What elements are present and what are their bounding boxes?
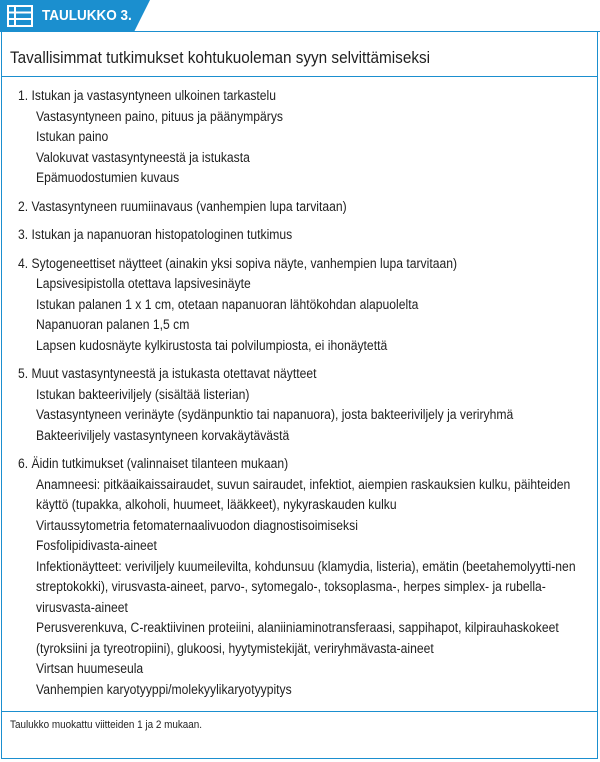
section-heading: 3. Istukan ja napanuoran histopatologinen tutkimus xyxy=(18,227,293,242)
section-heading: 1. Istukan ja vastasyntyneen ulkoinen tarkastelu xyxy=(18,88,277,103)
list-item: Bakteeriviljely vastasyntyneen korvakäytävästä xyxy=(36,427,290,443)
list-item: Istukan paino xyxy=(36,129,109,144)
section-heading: 6. Äidin tutkimukset (valinnaiset tilanteen mukaan) xyxy=(18,456,289,471)
list-item: Anamneesi: pitkäaikaissairaudet, suvun sairaudet, infektiot, aiempien raskauksien kulku, päihteiden käyttö (tupakka, alkoholi, huumeet, lääkkeet), nykyraskauden kulku xyxy=(36,476,571,512)
table-content xyxy=(18,86,576,708)
section-2 xyxy=(18,197,576,218)
table-title: Tavallisimmat tutkimukset kohtukuoleman syyn selvittämiseksi xyxy=(10,48,431,67)
table-icon xyxy=(7,5,33,27)
list-item: Valokuvat vastasyntyneestä ja istukasta xyxy=(36,149,250,165)
section-heading: 5. Muut vastasyntyneestä ja istukasta otettavat näytteet xyxy=(18,366,317,381)
section-heading: 2. Vastasyntyneen ruumiinavaus (vanhempien lupa tarvitaan) xyxy=(18,198,347,214)
section-1 xyxy=(18,86,576,189)
list-item: Fosfolipidivasta-aineet xyxy=(36,538,157,553)
list-item: Vastasyntyneen paino, pituus ja päänympärys xyxy=(36,108,283,124)
list-item: Istukan bakteeriviljely (sisältää listerian) xyxy=(36,386,250,402)
section-items xyxy=(18,385,576,447)
list-item: Perusverenkuva, C-reaktiivinen proteiini, alaniiniaminotransferaasi, sappihapot, kilpirauhaskokeet (tyroksiini ja tyreotropiini), glukoosi, hyytymistekijät, veriryhmävasta-aineet xyxy=(36,620,559,656)
section-items xyxy=(18,107,576,189)
footnote-divider xyxy=(1,711,598,712)
section-items xyxy=(18,274,576,356)
list-item: Napanuoran palanen 1,5 cm xyxy=(36,317,190,332)
list-item: Lapsen kudosnäyte kylkirustosta tai polvilumpiosta, ei ihonäytettä xyxy=(36,337,388,353)
list-item: Epämuodostumien kuvaus xyxy=(36,170,180,185)
list-item: Vastasyntyneen verinäyte (sydänpunktio tai napanuora), josta bakteeriviljely ja veriryhmä xyxy=(36,407,514,422)
title-divider xyxy=(1,76,598,77)
list-item: Infektionäytteet: veriviljely kuumeilevilta, kohdunsuu (klamydia, listeria), emätin (beetahemolyytti-nen streptokokki), virusvasta-aineet, parvo-, sytomegalo-, toksoplasma-, herpes simplex- ja rubella-virusvasta-aineet xyxy=(36,558,576,615)
list-item: Virtaussytometria fetomaternaalivuodon diagnostisoimiseksi xyxy=(36,517,358,533)
list-item: Vanhempien karyotyyppi/molekyylikaryotyypitys xyxy=(36,681,292,697)
table-number-label: TAULUKKO 3. xyxy=(42,7,132,24)
section-6 xyxy=(18,454,576,700)
table-footnote: Taulukko muokattu viitteiden 1 ja 2 mukaan. xyxy=(10,719,203,731)
section-3 xyxy=(18,225,576,246)
section-5 xyxy=(18,364,576,446)
list-item: Virtsan huumeseula xyxy=(36,661,144,676)
table-header-tab xyxy=(0,0,600,32)
section-items xyxy=(18,475,576,701)
list-item: Istukan palanen 1 x 1 cm, otetaan napanuoran lähtökohdan alapuolelta xyxy=(36,296,419,312)
section-4 xyxy=(18,254,576,357)
section-heading: 4. Sytogeneettiset näytteet (ainakin yksi sopiva näyte, vanhempien lupa tarvitaan) xyxy=(18,255,458,271)
list-item: Lapsivesipistolla otettava lapsivesinäyte xyxy=(36,276,251,291)
